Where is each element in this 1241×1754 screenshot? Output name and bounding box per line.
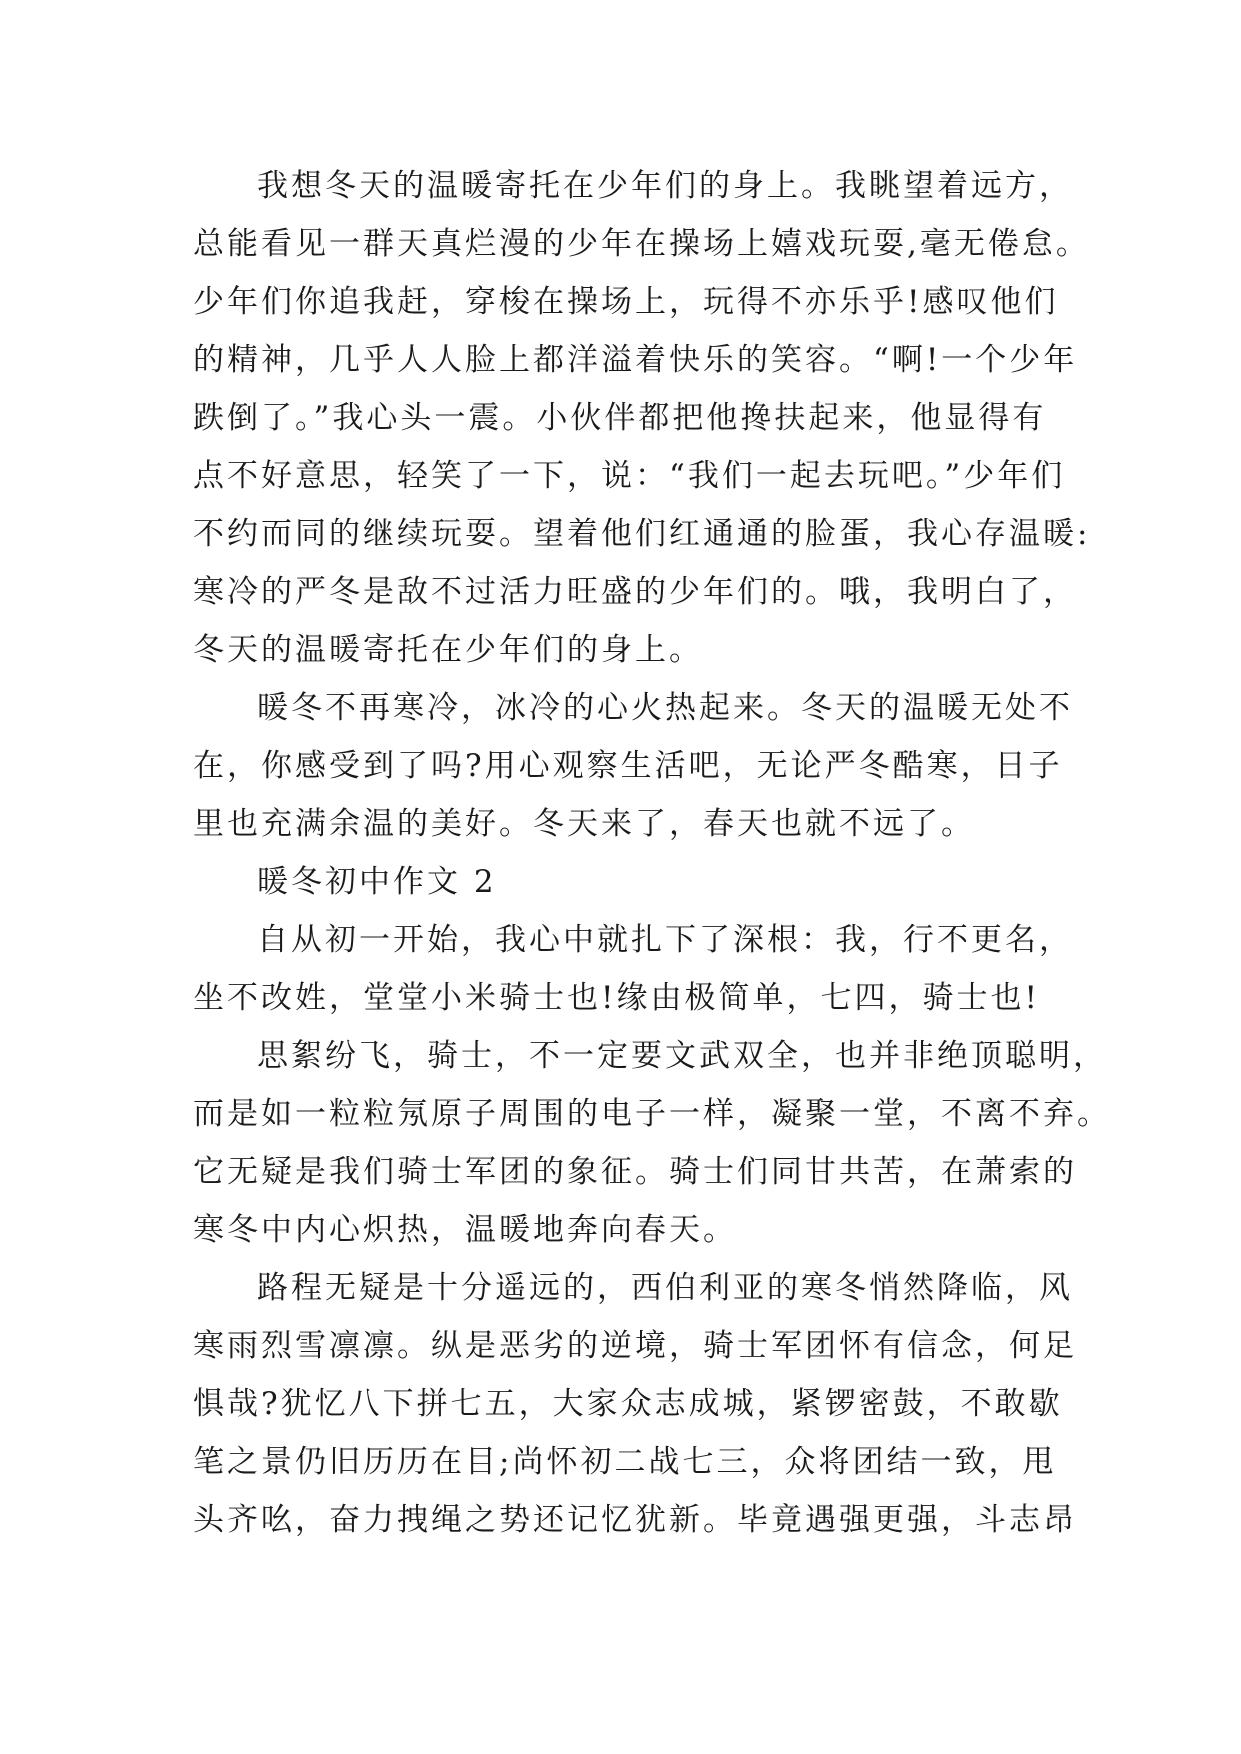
text-line: 点不好意思，轻笑了一下，说：“我们一起去玩吧。”少年们	[193, 458, 1066, 494]
text-line: 冬天的温暖寄托在少年们的身上。	[193, 632, 703, 668]
text-line: 头齐吆，奋力拽绳之势还记忆犹新。毕竟遇强更强，斗志昂	[193, 1502, 1077, 1538]
text-line: 跌倒了。”我心头一震。小伙伴都把他搀扶起来，他显得有	[193, 400, 1047, 436]
text-line: 而是如一粒粒氖原子周围的电子一样，凝聚一堂，不离不弃。	[193, 1096, 1111, 1132]
text-line: 我想冬天的温暖寄托在少年们的身上。我眺望着远方，	[257, 168, 1073, 204]
text-line: 里也充满余温的美好。冬天来了，春天也就不远了。	[193, 806, 975, 842]
paragraph-5	[193, 1259, 1093, 1549]
text-line: 它无疑是我们骑士军团的象征。骑士们同甘共苦，在萧索的	[193, 1154, 1077, 1190]
text-line: 寒冬中内心炽热，温暖地奔向春天。	[193, 1212, 737, 1248]
text-line: 自从初一开始，我心中就扎下了深根：我，行不更名，	[257, 922, 1073, 958]
text-line: 惧哉?犹忆八下拼七五，大家众志成城，紧锣密鼓，不敢歇	[193, 1386, 1063, 1422]
heading-line: 暖冬初中作文 2	[257, 864, 497, 900]
text-line: 寒冷的严冬是敌不过活力旺盛的少年们的。哦，我明白了，	[193, 574, 1077, 610]
essay-text	[193, 157, 1111, 1549]
text-line: 坐不改姓，堂堂小米骑士也!缘由极简单，七四，骑士也!	[193, 980, 1040, 1016]
text-line: 不约而同的继续玩耍。望着他们红通通的脸蛋，我心存温暖:	[193, 516, 1091, 552]
paragraph-3	[193, 911, 1093, 1027]
text-line: 的精神，几乎人人脸上都洋溢着快乐的笑容。“啊!一个少年	[193, 342, 1078, 378]
text-line: 在，你感受到了吗?用心观察生活吧，无论严冬酷寒，日子	[193, 748, 1063, 784]
text-line: 总能看见一群天真烂漫的少年在操场上嬉戏玩耍,毫无倦怠。	[193, 226, 1090, 262]
text-line: 暖冬不再寒冷，冰冷的心火热起来。冬天的温暖无处不	[257, 690, 1073, 726]
text-line: 思絮纷飞，骑士，不一定要文武双全，也并非绝顶聪明，	[257, 1038, 1107, 1074]
text-line: 路程无疑是十分遥远的，西伯利亚的寒冬悄然降临，风	[257, 1270, 1073, 1306]
paragraph-1	[193, 157, 1093, 679]
text-line: 少年们你追我赶，穿梭在操场上，玩得不亦乐乎!感叹他们	[193, 284, 1059, 320]
section-heading	[193, 853, 1093, 911]
text-line: 笔之景仍旧历历在目;尚怀初二战七三，众将团结一致，甩	[193, 1444, 1057, 1480]
paragraph-2	[193, 679, 1093, 853]
paragraph-4	[193, 1027, 1111, 1259]
text-line: 寒雨烈雪凛凛。纵是恶劣的逆境，骑士军团怀有信念，何足	[193, 1328, 1077, 1364]
